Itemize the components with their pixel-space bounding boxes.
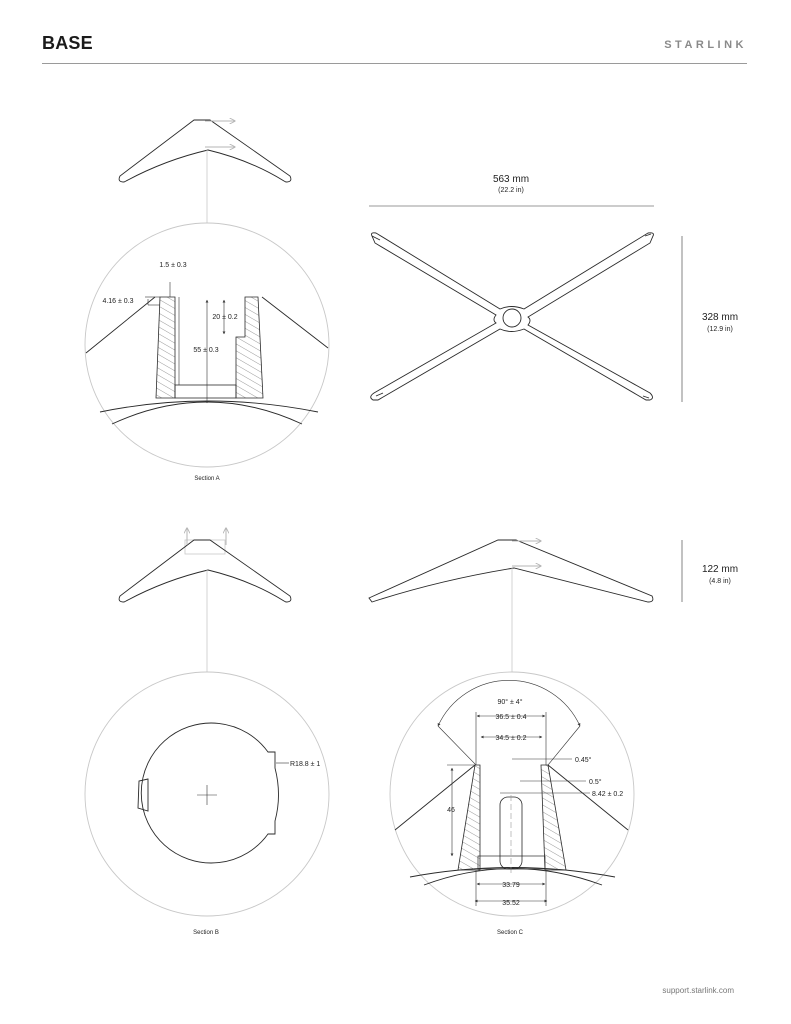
section-c-taper: 0.45° [575,757,592,764]
brand-logo: STARLINK [664,39,747,51]
side-profile-a [119,120,291,223]
side-elevation [369,540,682,672]
section-b-detail [85,672,329,916]
section-c-angle-2: 0.5° [589,779,602,786]
section-a-dim-2: 4.16 ± 0.3 [102,298,134,305]
support-link[interactable]: support.starlink.com [662,986,734,995]
depth-mm-label: 328 mm [701,312,739,323]
width-in-label: (22.2 in) [498,187,524,194]
section-a-caption: Section A [194,476,220,482]
section-c-bottom-1: 33.79 [502,882,520,889]
width-mm-label: 563 mm [492,174,530,185]
section-a-dim-4: 55 ± 0.3 [193,347,219,354]
height-mm-label: 122 mm [701,564,739,575]
section-c-width-2: 34.5 ± 0.2 [495,735,527,742]
page-title: BASE [42,33,93,53]
section-c-height: 46 [447,807,455,814]
height-in-label: (4.8 in) [709,578,731,585]
section-a-detail [85,223,329,467]
section-c-width-1: 36.5 ± 0.4 [495,714,527,721]
section-c-caption: Section C [496,930,524,936]
section-b-radius: R18.8 ± 1 [290,761,321,768]
section-c-bottom-2: 35.52 [502,900,520,907]
section-a-dim-3: 20 ± 0.2 [212,314,238,321]
top-view [369,206,682,402]
section-c-slot: 8.42 ± 0.2 [592,791,624,798]
side-profile-b [119,528,291,672]
section-c-angle: 90° ± 4° [497,699,523,706]
depth-in-label: (12.9 in) [707,326,733,333]
section-a-dim-1: 1.5 ± 0.3 [159,262,187,269]
section-b-caption: Section B [193,930,219,936]
